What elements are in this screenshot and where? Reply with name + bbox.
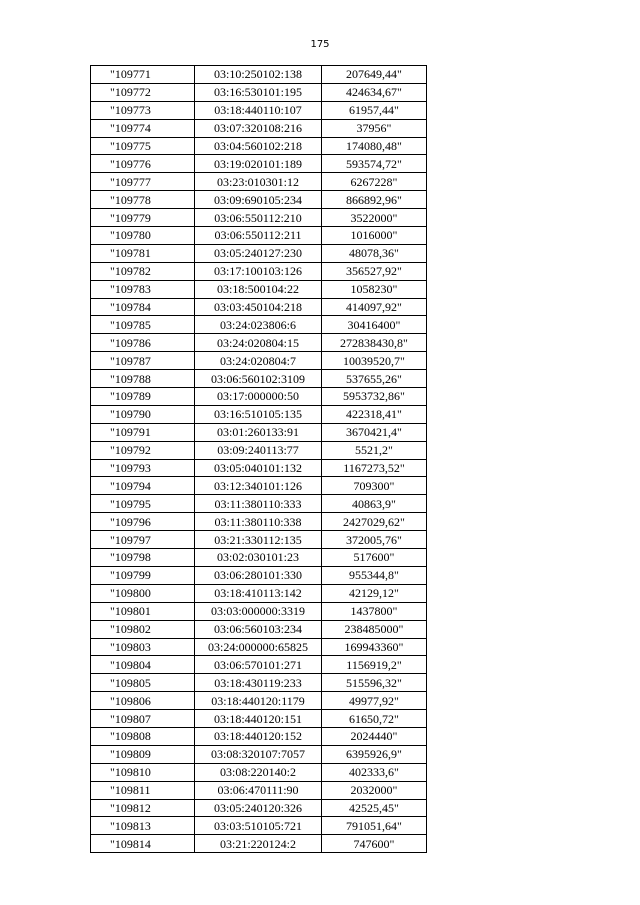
cell-record-id: "109781 — [91, 244, 195, 262]
table-row — [91, 227, 427, 245]
cell-record-id: "109805 — [91, 674, 195, 692]
cell-record-id: "109789 — [91, 388, 195, 406]
table-row — [91, 638, 427, 656]
cell-record-id: "109793 — [91, 459, 195, 477]
cell-record-id: "109776 — [91, 155, 195, 173]
cell-value: 866892,96" — [322, 191, 427, 209]
cell-value: 3522000" — [322, 209, 427, 227]
table-row — [91, 66, 427, 84]
cell-cadastral-number: 03:06:280101:330 — [195, 566, 322, 584]
cell-value: 49977,92" — [322, 692, 427, 710]
cell-cadastral-number: 03:06:550112:210 — [195, 209, 322, 227]
cell-record-id: "109807 — [91, 710, 195, 728]
cell-value: 517600" — [322, 549, 427, 567]
cell-record-id: "109777 — [91, 173, 195, 191]
cell-cadastral-number: 03:05:240120:326 — [195, 799, 322, 817]
table-row — [91, 388, 427, 406]
cell-cadastral-number: 03:03:450104:218 — [195, 298, 322, 316]
cell-cadastral-number: 03:11:380110:338 — [195, 513, 322, 531]
cell-record-id: "109772 — [91, 83, 195, 101]
cell-cadastral-number: 03:16:510105:135 — [195, 405, 322, 423]
table-row — [91, 727, 427, 745]
cell-record-id: "109809 — [91, 745, 195, 763]
cell-value: 207649,44" — [322, 66, 427, 84]
cell-cadastral-number: 03:17:000000:50 — [195, 388, 322, 406]
cell-value: 515596,32" — [322, 674, 427, 692]
cell-record-id: "109802 — [91, 620, 195, 638]
table-row — [91, 799, 427, 817]
cell-cadastral-number: 03:24:020804:7 — [195, 352, 322, 370]
cell-cadastral-number: 03:21:220124:2 — [195, 835, 322, 853]
table-row — [91, 459, 427, 477]
table-row — [91, 710, 427, 728]
table-row — [91, 745, 427, 763]
cell-record-id: "109780 — [91, 227, 195, 245]
cell-cadastral-number: 03:16:530101:195 — [195, 83, 322, 101]
cell-record-id: "109782 — [91, 262, 195, 280]
cell-value: 2024440" — [322, 727, 427, 745]
cell-record-id: "109771 — [91, 66, 195, 84]
cell-cadastral-number: 03:24:000000:65825 — [195, 638, 322, 656]
cell-cadastral-number: 03:08:220140:2 — [195, 763, 322, 781]
table-row — [91, 280, 427, 298]
cell-cadastral-number: 03:06:560102:3109 — [195, 370, 322, 388]
cell-cadastral-number: 03:18:410113:142 — [195, 584, 322, 602]
cell-value: 48078,36" — [322, 244, 427, 262]
cell-value: 40863,9" — [322, 495, 427, 513]
cell-cadastral-number: 03:12:340101:126 — [195, 477, 322, 495]
cell-cadastral-number: 03:24:020804:15 — [195, 334, 322, 352]
table-row — [91, 262, 427, 280]
cell-record-id: "109813 — [91, 817, 195, 835]
table-row — [91, 692, 427, 710]
cell-record-id: "109814 — [91, 835, 195, 853]
cell-record-id: "109806 — [91, 692, 195, 710]
cell-record-id: "109785 — [91, 316, 195, 334]
cell-record-id: "109783 — [91, 280, 195, 298]
cell-value: 955344,8" — [322, 566, 427, 584]
table-row — [91, 101, 427, 119]
cell-value: 1156919,2" — [322, 656, 427, 674]
cell-cadastral-number: 03:23:010301:12 — [195, 173, 322, 191]
cell-cadastral-number: 03:03:510105:721 — [195, 817, 322, 835]
table-row — [91, 209, 427, 227]
cell-value: 422318,41" — [322, 405, 427, 423]
cell-record-id: "109811 — [91, 781, 195, 799]
table-row — [91, 495, 427, 513]
cell-value: 537655,26" — [322, 370, 427, 388]
cell-record-id: "109779 — [91, 209, 195, 227]
cell-value: 3670421,4" — [322, 423, 427, 441]
cell-cadastral-number: 03:05:040101:132 — [195, 459, 322, 477]
cell-record-id: "109795 — [91, 495, 195, 513]
cell-value: 174080,48" — [322, 137, 427, 155]
table-row — [91, 316, 427, 334]
cell-record-id: "109804 — [91, 656, 195, 674]
cell-value: 6395926,9" — [322, 745, 427, 763]
cell-record-id: "109790 — [91, 405, 195, 423]
cell-cadastral-number: 03:18:430119:233 — [195, 674, 322, 692]
table-body — [91, 66, 427, 853]
cell-value: 61650,72" — [322, 710, 427, 728]
cell-cadastral-number: 03:07:320108:216 — [195, 119, 322, 137]
cell-value: 10039520,7" — [322, 352, 427, 370]
cell-cadastral-number: 03:06:550112:211 — [195, 227, 322, 245]
table-row — [91, 244, 427, 262]
table-row — [91, 817, 427, 835]
cell-value: 1167273,52" — [322, 459, 427, 477]
cell-value: 6267228" — [322, 173, 427, 191]
cell-record-id: "109799 — [91, 566, 195, 584]
cell-value: 5521,2" — [322, 441, 427, 459]
cell-value: 424634,67" — [322, 83, 427, 101]
table-row — [91, 298, 427, 316]
cell-value: 2032000" — [322, 781, 427, 799]
cell-value: 709300" — [322, 477, 427, 495]
cell-record-id: "109797 — [91, 531, 195, 549]
cell-value: 42525,45" — [322, 799, 427, 817]
cell-value: 402333,6" — [322, 763, 427, 781]
cell-value: 2427029,62" — [322, 513, 427, 531]
cell-record-id: "109801 — [91, 602, 195, 620]
cell-cadastral-number: 03:08:320107:7057 — [195, 745, 322, 763]
cell-value: 238485000" — [322, 620, 427, 638]
table-row — [91, 835, 427, 853]
cell-value: 1437800" — [322, 602, 427, 620]
cell-record-id: "109774 — [91, 119, 195, 137]
table-row — [91, 674, 427, 692]
cell-cadastral-number: 03:18:440120:152 — [195, 727, 322, 745]
cell-record-id: "109812 — [91, 799, 195, 817]
cell-record-id: "109773 — [91, 101, 195, 119]
table-row — [91, 405, 427, 423]
table-row — [91, 119, 427, 137]
table-row — [91, 531, 427, 549]
cell-cadastral-number: 03:06:470111:90 — [195, 781, 322, 799]
cell-record-id: "109775 — [91, 137, 195, 155]
cell-cadastral-number: 03:06:570101:271 — [195, 656, 322, 674]
cell-cadastral-number: 03:01:260133:91 — [195, 423, 322, 441]
cell-record-id: "109798 — [91, 549, 195, 567]
cell-value: 372005,76" — [322, 531, 427, 549]
cell-cadastral-number: 03:02:030101:23 — [195, 549, 322, 567]
cell-cadastral-number: 03:11:380110:333 — [195, 495, 322, 513]
table-row — [91, 155, 427, 173]
cell-cadastral-number: 03:18:500104:22 — [195, 280, 322, 298]
table-row — [91, 602, 427, 620]
cell-record-id: "109796 — [91, 513, 195, 531]
data-table — [90, 65, 427, 853]
cell-record-id: "109794 — [91, 477, 195, 495]
cell-value: 1016000" — [322, 227, 427, 245]
cell-value: 169943360" — [322, 638, 427, 656]
cell-cadastral-number: 03:18:440120:151 — [195, 710, 322, 728]
page-number: 175 — [310, 39, 330, 50]
table-row — [91, 549, 427, 567]
table-row — [91, 763, 427, 781]
cell-cadastral-number: 03:09:240113:77 — [195, 441, 322, 459]
cell-value: 414097,92" — [322, 298, 427, 316]
cell-record-id: "109787 — [91, 352, 195, 370]
table-row — [91, 352, 427, 370]
cell-record-id: "109800 — [91, 584, 195, 602]
cell-cadastral-number: 03:18:440110:107 — [195, 101, 322, 119]
cell-value: 593574,72" — [322, 155, 427, 173]
cell-value: 356527,92" — [322, 262, 427, 280]
cell-cadastral-number: 03:19:020101:189 — [195, 155, 322, 173]
cell-record-id: "109788 — [91, 370, 195, 388]
cell-cadastral-number: 03:18:440120:1179 — [195, 692, 322, 710]
cell-cadastral-number: 03:04:560102:218 — [195, 137, 322, 155]
cell-value: 272838430,8" — [322, 334, 427, 352]
cell-value: 791051,64" — [322, 817, 427, 835]
cell-value: 42129,12" — [322, 584, 427, 602]
cell-cadastral-number: 03:05:240127:230 — [195, 244, 322, 262]
table-row — [91, 191, 427, 209]
cell-value: 747600" — [322, 835, 427, 853]
table-row — [91, 334, 427, 352]
cell-cadastral-number: 03:17:100103:126 — [195, 262, 322, 280]
cell-record-id: "109792 — [91, 441, 195, 459]
cell-cadastral-number: 03:24:023806:6 — [195, 316, 322, 334]
cell-cadastral-number: 03:10:250102:138 — [195, 66, 322, 84]
cell-cadastral-number: 03:21:330112:135 — [195, 531, 322, 549]
table-row — [91, 441, 427, 459]
cell-value: 5953732,86" — [322, 388, 427, 406]
table-row — [91, 566, 427, 584]
table-row — [91, 423, 427, 441]
table-row — [91, 620, 427, 638]
table-row — [91, 137, 427, 155]
cell-value: 1058230" — [322, 280, 427, 298]
cell-cadastral-number: 03:06:560103:234 — [195, 620, 322, 638]
cell-record-id: "109808 — [91, 727, 195, 745]
cell-cadastral-number: 03:09:690105:234 — [195, 191, 322, 209]
table-row — [91, 584, 427, 602]
table-row — [91, 513, 427, 531]
cell-cadastral-number: 03:03:000000:3319 — [195, 602, 322, 620]
table-row — [91, 656, 427, 674]
cell-record-id: "109803 — [91, 638, 195, 656]
cell-record-id: "109810 — [91, 763, 195, 781]
cell-record-id: "109778 — [91, 191, 195, 209]
cell-record-id: "109786 — [91, 334, 195, 352]
cell-value: 61957,44" — [322, 101, 427, 119]
cell-record-id: "109791 — [91, 423, 195, 441]
cell-record-id: "109784 — [91, 298, 195, 316]
table-row — [91, 83, 427, 101]
cell-value: 37956" — [322, 119, 427, 137]
table-row — [91, 477, 427, 495]
cell-value: 30416400" — [322, 316, 427, 334]
table-row — [91, 173, 427, 191]
table-row — [91, 370, 427, 388]
table-row — [91, 781, 427, 799]
